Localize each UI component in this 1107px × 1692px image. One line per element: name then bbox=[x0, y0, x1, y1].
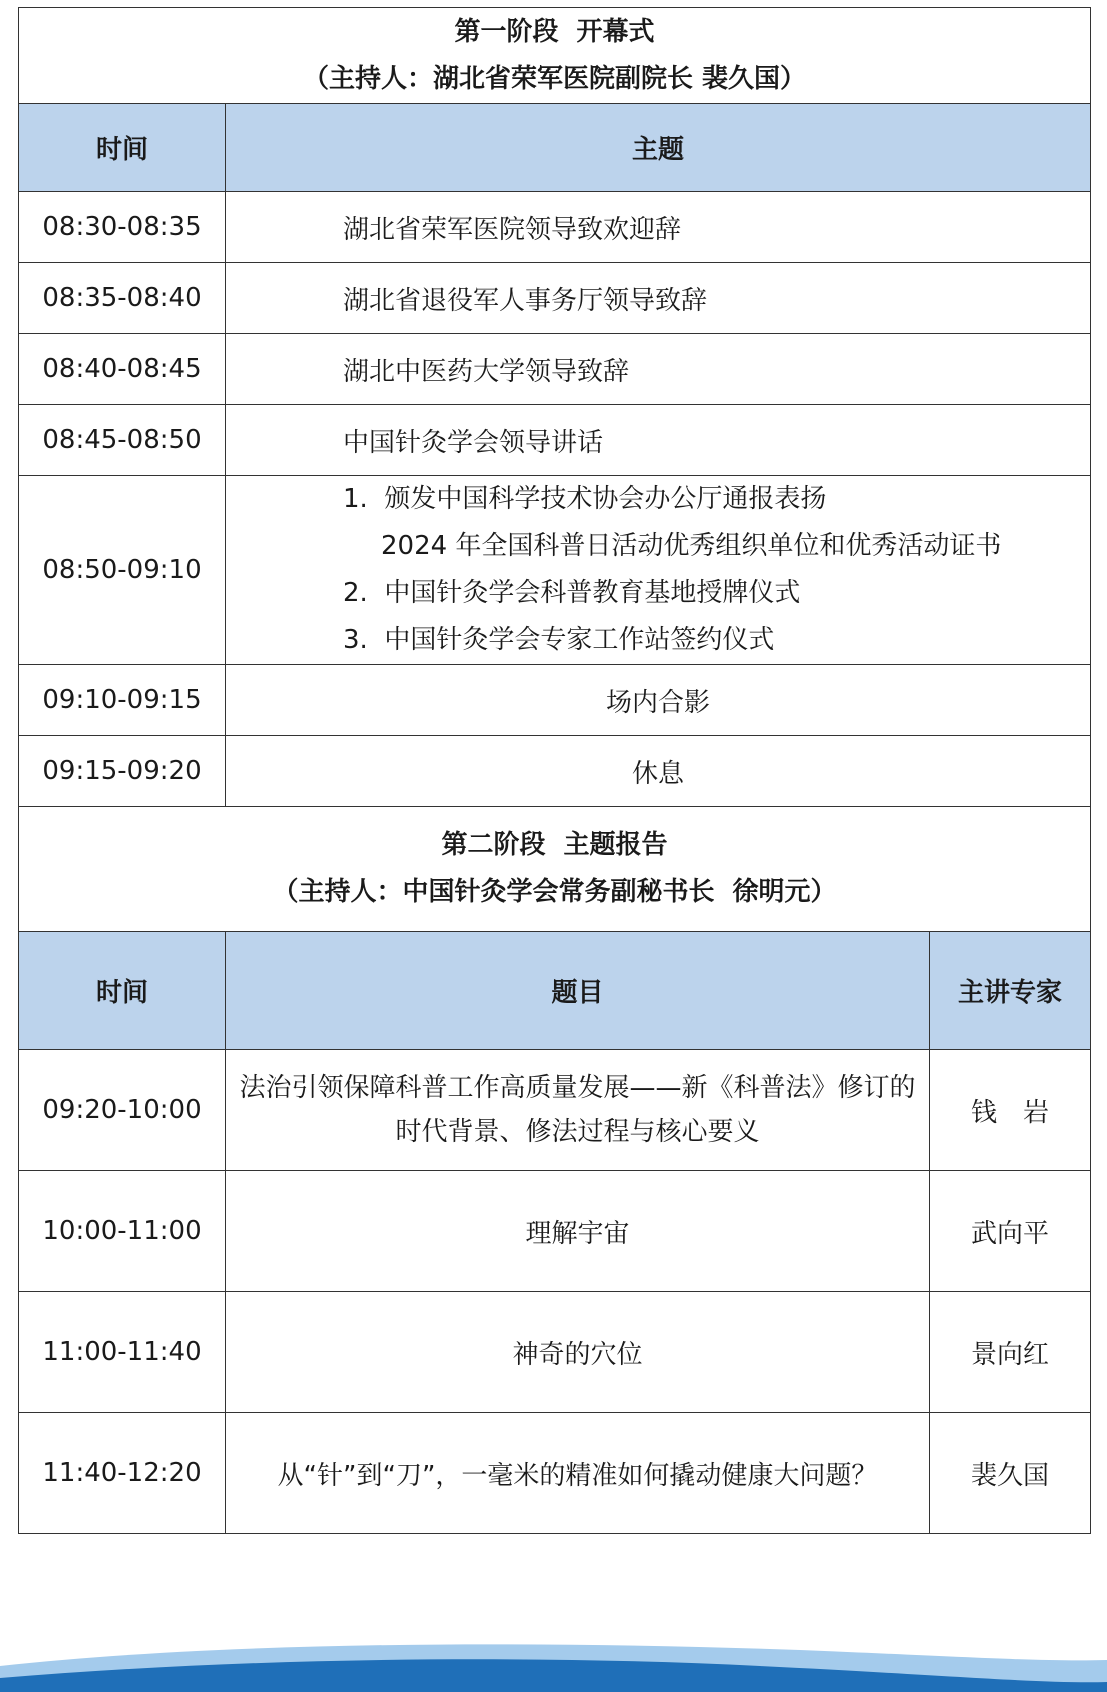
ceremony-item: 1. 颁发中国科学技术协会办公厅通报表扬 bbox=[343, 484, 827, 514]
speaker-cell: 裴久国 bbox=[930, 1413, 1091, 1534]
topic-line: 法治引领保障科普工作高质量发展——新《科普法》修订的 bbox=[239, 1073, 916, 1103]
table-row bbox=[19, 1050, 1091, 1171]
time-cell: 08:30-08:35 bbox=[19, 192, 226, 263]
topic-cell: 从“针”到“刀”，一毫米的精准如何撬动健康大问题？ bbox=[226, 1413, 930, 1534]
table-row bbox=[19, 665, 1091, 736]
stage2-host: （主持人：中国针灸学会常务副秘书长 徐明元） bbox=[272, 877, 837, 907]
stage2-header-topic: 题目 bbox=[226, 932, 930, 1050]
table-row bbox=[19, 334, 1091, 405]
topic-cell: 神奇的穴位 bbox=[226, 1292, 930, 1413]
topic-cell: 湖北中医药大学领导致辞 bbox=[226, 334, 1091, 405]
topic-cell: 湖北省荣军医院领导致欢迎辞 bbox=[226, 192, 1091, 263]
time-cell: 09:10-09:15 bbox=[19, 665, 226, 736]
ceremony-item: 2024 年全国科普日活动优秀组织单位和优秀活动证书 bbox=[381, 531, 1002, 561]
stage1-title: 第一阶段 开幕式 bbox=[454, 16, 655, 47]
time-cell: 08:40-08:45 bbox=[19, 334, 226, 405]
stage1-host: （主持人：湖北省荣军医院副院长 裴久国） bbox=[302, 63, 807, 94]
table-row bbox=[19, 192, 1091, 263]
topic-cell: 中国针灸学会领导讲话 bbox=[226, 405, 1091, 476]
stage1-title-cell bbox=[19, 8, 1091, 104]
time-cell: 10:00-11:00 bbox=[19, 1171, 226, 1292]
table-row bbox=[19, 736, 1091, 807]
time-cell: 08:45-08:50 bbox=[19, 405, 226, 476]
topic-cell: 场内合影 bbox=[226, 665, 1091, 736]
speaker-cell: 钱 岩 bbox=[930, 1050, 1091, 1171]
time-cell: 08:50-09:10 bbox=[19, 476, 226, 665]
stage2-header-speaker: 主讲专家 bbox=[930, 932, 1091, 1050]
ceremony-item: 3. 中国针灸学会专家工作站签约仪式 bbox=[343, 625, 775, 655]
ceremony-items-cell bbox=[226, 476, 1091, 665]
time-cell: 11:00-11:40 bbox=[19, 1292, 226, 1413]
table-row bbox=[19, 1171, 1091, 1292]
stage2-title: 第二阶段 主题报告 bbox=[441, 830, 668, 860]
stage1-header-topic: 主题 bbox=[226, 104, 1091, 192]
table-row bbox=[19, 263, 1091, 334]
topic-line: 时代背景、修法过程与核心要义 bbox=[395, 1117, 760, 1147]
decorative-wave bbox=[0, 1632, 1107, 1692]
speaker-cell: 武向平 bbox=[930, 1171, 1091, 1292]
stage2-header-time: 时间 bbox=[19, 932, 226, 1050]
topic-cell: 理解宇宙 bbox=[226, 1171, 930, 1292]
topic-cell bbox=[226, 1050, 930, 1171]
topic-cell: 休息 bbox=[226, 736, 1091, 807]
table-row bbox=[19, 1413, 1091, 1534]
table-row bbox=[19, 476, 1091, 665]
stage1-header-time: 时间 bbox=[19, 104, 226, 192]
speaker-cell: 景向红 bbox=[930, 1292, 1091, 1413]
stage2-title-cell bbox=[19, 807, 1091, 932]
time-cell: 09:20-10:00 bbox=[19, 1050, 226, 1171]
table-row bbox=[19, 1292, 1091, 1413]
time-cell: 11:40-12:20 bbox=[19, 1413, 226, 1534]
time-cell: 09:15-09:20 bbox=[19, 736, 226, 807]
ceremony-item: 2. 中国针灸学会科普教育基地授牌仪式 bbox=[343, 578, 801, 608]
topic-cell: 湖北省退役军人事务厅领导致辞 bbox=[226, 263, 1091, 334]
agenda-table bbox=[18, 7, 1091, 1534]
time-cell: 08:35-08:40 bbox=[19, 263, 226, 334]
table-row bbox=[19, 405, 1091, 476]
